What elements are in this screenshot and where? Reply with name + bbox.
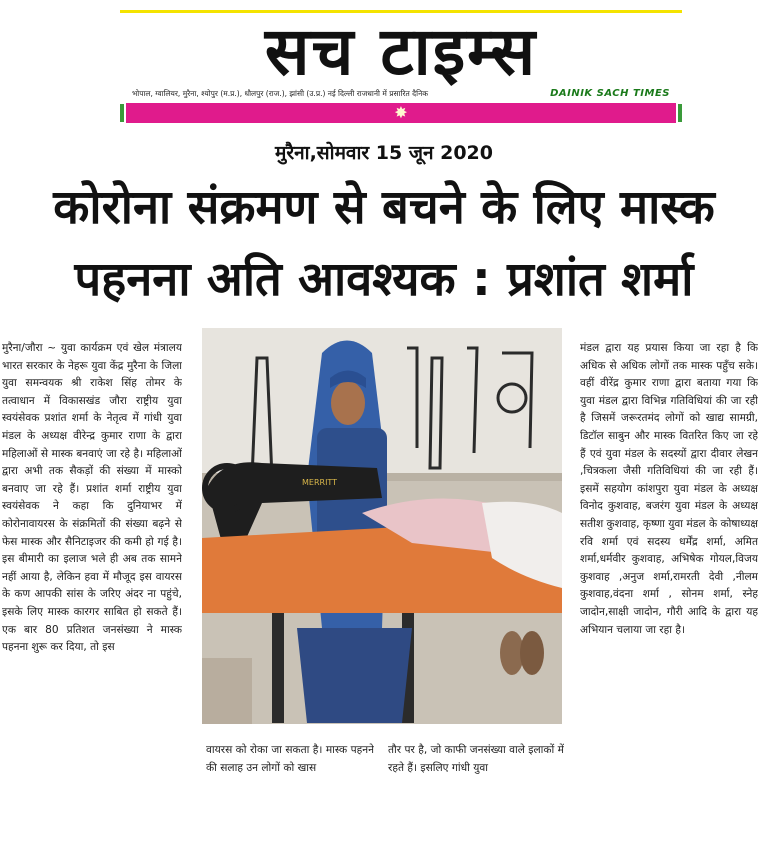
masthead-color-bar xyxy=(126,103,676,123)
circulation-cities: भोपाल, ग्वालियर, मुरैना, श्योपुर (म.प्र.), धौलपुर (राज.), झांसी (उ.प्र.) नई दिल्ली राजधानी में प्रसारित दैनिक xyxy=(132,89,429,98)
article-left-column: मुरैना/जौरा ~ युवा कार्यक्रम एवं खेल मंत्रालय भारत सरकार के नेहरू युवा केंद्र मुरैना के जिला युवा समन्वयक श्री राकेश सिंह तोमर के तत्वाधान में विकासखंड जौरा राष्ट्रीय युवा स्वयंसेवक प्रशांत शर्मा के नेतृत्व में गांधी युवा मंडल के अध्यक्ष वीरेन्द्र कुमार राणा के द्वारा महिलाओं से मास्क बनवाएं जा रहे है। महिलाओं द्वारा अभी तक सैकड़ों की संख्या में मास्को बनवाए जा रहे हैं। प्रशांत शर्मा राष्ट्रीय युवा स्वयंसेवक ने कहा कि दुनियाभर में कोरोनावायरस के संक्रमितों की संख्या बढ़ने से फेस मास्क और सैनिटाइजर की कमी हो गई है। इस बीमारी का इलाज भले ही अब तक सामने नहीं आया है, लेकिन हवा में मौजूद इस वायरस के कण आपकी सांस के जरिए अंदर ना पहुंचे, इसके लिए मास्क कारगर साबित हो सकते हैं। एक बार 80 प्रतिशत जनसंख्या ने मास्क पहनना शुरू कर दिया, तो इस xyxy=(2,342,182,654)
article-middle-bottom-2: तौर पर है, जो काफी जनसंख्या वाले इलाकों में रहते हैं। इसलिए गांधी युवा xyxy=(388,744,564,774)
photo-illustration xyxy=(202,328,562,724)
headline-line-2: पहनना अति आवश्यक : प्रशांत शर्मा xyxy=(74,252,694,307)
article-middle-bottom-1: वायरस को रोका जा सकता है। मास्क पहनने की सलाह उन लोगों को खास xyxy=(206,744,374,774)
sun-icon: ✸ xyxy=(394,103,408,122)
masthead xyxy=(120,10,682,128)
masthead-right-marker xyxy=(678,104,682,122)
article-right-column: मंडल द्वारा यह प्रयास किया जा रहा है कि अधिक से अधिक लोगों तक मास्क पहुँच सके। वहीं वीरेंद्र कुमार राणा द्वारा बताया गया कि युवा मंडल द्वारा विभिन्न गतिविधियां की जा रही है जिसमें जरूरतमंद लोगों को खाद्य सामग्री, डिटॉल साबुन और मास्क वितरित किए जा रहे हैं एवं युवा मंडल के सदस्यों द्वारा दीवार लेखन ,चित्रकला जैसी गतिविधियां की जा रही हैं। इसमें सहयोग कांशपुरा युवा मंडल के अध्यक्ष विनोद कुशवाह, बजरंग युवा मंडल के अध्यक्ष सतीश कुशवाह, कृष्णा युवा मंडल के कोषाध्यक्ष रवि शर्मा एवं सदस्य धर्मेंद्र शर्मा, अमित शर्मा,धर्मवीर कुशवाह, अभिषेक गोयल,विजय कुशवाह ,अनुज शर्मा,रामरती देवी ,नीलम कुशवाह,वंदना शर्मा , सोनम शर्मा, स्नेह जादोन,साक्षी जादोन, गौरी आदि के द्वारा यह अभियान चलाया जा रहा है। xyxy=(580,342,758,636)
dateline: मुरैना,सोमवार 15 जून 2020 xyxy=(274,142,493,164)
news-photo xyxy=(202,328,562,724)
headline-line-1: कोरोना संक्रमण से बचने के लिए मास्क xyxy=(53,180,715,235)
newspaper-title: सच टाइम्स xyxy=(264,13,538,90)
masthead-left-marker xyxy=(120,104,124,122)
machine-brand-label: MERRITT xyxy=(302,478,338,487)
english-masthead-name: DAINIK SACH TIMES xyxy=(550,88,670,99)
